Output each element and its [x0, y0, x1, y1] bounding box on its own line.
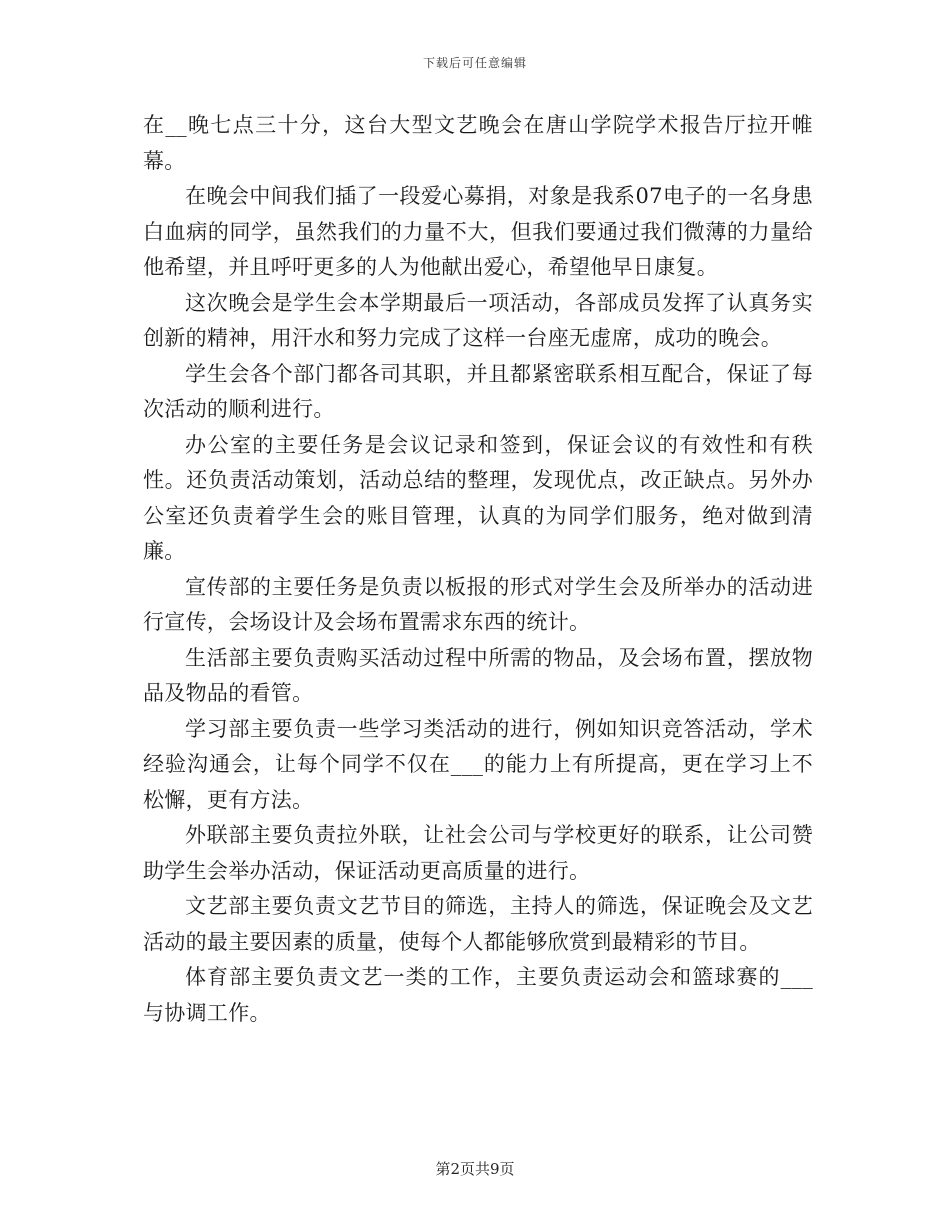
paragraph-living: 生活部主要负责购买活动过程中所需的物品，及会场布置，摆放物品及物品的看管。: [143, 645, 813, 705]
page-indicator: 第2页共9页: [435, 1160, 515, 1178]
header-note: 下载后可任意编辑: [422, 56, 527, 70]
paragraph-publicity: 宣传部的主要任务是负责以板报的形式对学生会及所举办的活动进行宣传，会场设计及会场布置需求东西的统计。: [143, 574, 813, 634]
paragraph-arts: 文艺部主要负责文艺节目的筛选，主持人的筛选，保证晚会及文艺活动的最主要因素的质量，使每个人都能够欣赏到最精彩的节目。: [143, 894, 813, 954]
document-body: [143, 108, 813, 1031]
paragraph-departments: 学生会各个部门都各司其职，并且都紧密联系相互配合，保证了每次活动的顺利进行。: [143, 361, 813, 421]
paragraph-external: 外联部主要负责拉外联，让社会公司与学校更好的联系，让公司赞助学生会举办活动，保证活动更高质量的进行。: [143, 823, 813, 883]
paragraph-sports: 体育部主要负责文艺一类的工作，主要负责运动会和篮球赛的___与协调工作。: [143, 965, 813, 1025]
paragraph-donation: 在晚会中间我们插了一段爱心募捐，对象是我系07电子的一名身患白血病的同学，虽然我们的力量不大，但我们要通过我们微薄的力量给他希望，并且呼吁更多的人为他献出爱心，希望他早日康复。: [143, 184, 813, 279]
paragraph-study: 学习部主要负责一些学习类活动的进行，例如知识竞答活动，学术经验沟通会，让每个同学不仅在___的能力上有所提高，更在学习上不松懈，更有方法。: [143, 716, 813, 812]
paragraph-opening: 在__晚七点三十分，这台大型文艺晚会在唐山学院学术报告厅拉开帷幕。: [143, 113, 813, 173]
paragraph-office: 办公室的主要任务是会议记录和签到，保证会议的有效性和有秩性。还负责活动策划，活动总结的整理，发现优点，改正缺点。另外办公室还负责着学生会的账目管理，认真的为同学们服务，绝对做到清廉。: [143, 432, 813, 563]
paragraph-evening-summary: 这次晚会是学生会本学期最后一项活动，各部成员发挥了认真务实创新的精神，用汗水和努力完成了这样一台座无虚席，成功的晚会。: [143, 290, 813, 350]
